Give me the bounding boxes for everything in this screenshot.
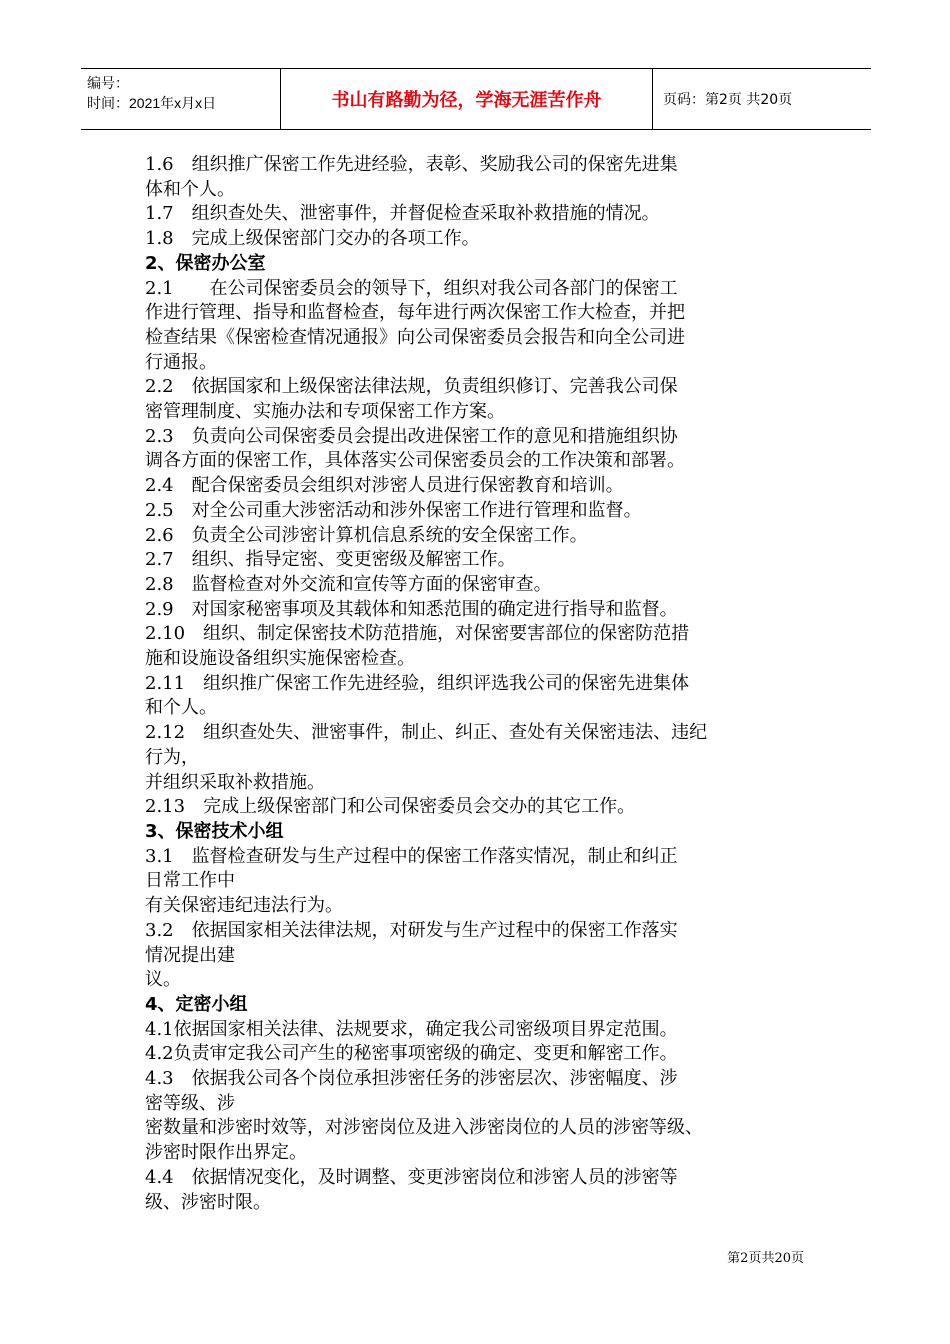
body-line: 1.7 组织查处失、泄密事件，并督促检查采取补救措施的情况。 <box>145 203 660 225</box>
body-line: 4.1依据国家相关法律、法规要求，确定我公司密级项目界定范围。 <box>145 1018 678 1040</box>
body-line: 2.2 依据国家和上级保密法律法规，负责组织修订、完善我公司保 <box>145 376 678 398</box>
body-line: 和个人。 <box>145 697 217 719</box>
body-line: 日常工作中 <box>145 870 235 892</box>
body-line: 4.3 依据我公司各个岗位承担涉密任务的涉密层次、涉密幅度、涉 <box>145 1068 678 1090</box>
document-body <box>145 153 815 1215</box>
document-header <box>81 68 871 130</box>
body-line: 2.7 组织、指导定密、变更密级及解密工作。 <box>145 549 516 571</box>
body-line: 2.4 配合保密委员会组织对涉密人员进行保密教育和培训。 <box>145 475 624 497</box>
body-line: 4.4 依据情况变化，及时调整、变更涉密岗位和涉密人员的涉密等 <box>145 1166 678 1188</box>
body-line: 密管理制度、实施办法和专项保密工作方案。 <box>145 401 505 423</box>
document-number-label: 编号： <box>87 75 129 91</box>
body-line: 1.8 完成上级保密部门交办的各项工作。 <box>145 228 480 250</box>
section-heading: 3、保密技术小组 <box>145 820 284 842</box>
body-line: 密数量和涉密时效等，对涉密岗位及进入涉密岗位的人员的涉密等级、 <box>145 1117 703 1139</box>
body-line: 情况提出建 <box>145 944 235 966</box>
body-line: 2.3 负责向公司保密委员会提出改进保密工作的意见和措施组织协 <box>145 425 678 447</box>
body-line: 密等级、涉 <box>145 1092 235 1114</box>
body-line: 级、涉密时限。 <box>145 1191 271 1213</box>
body-line: 2.9 对国家秘密事项及其载体和知悉范围的确定进行指导和监督。 <box>145 598 678 620</box>
body-line: 2.10 组织、制定保密技术防范措施，对保密要害部位的保密防范措 <box>145 623 690 645</box>
body-line: 2.12 组织查处失、泄密事件，制止、纠正、查处有关保密违法、违纪 <box>145 722 708 744</box>
body-line: 作进行管理、指导和监督检查，每年进行两次保密工作大检查，并把 <box>145 302 685 324</box>
body-line: 2.5 对全公司重大涉密活动和涉外保密工作进行管理和监督。 <box>145 499 642 521</box>
body-line: 行通报。 <box>145 351 217 373</box>
body-line: 涉密时限作出界定。 <box>145 1142 307 1164</box>
header-page-info: 页码：第2页 共20页 <box>663 92 793 108</box>
body-line: 4.2负责审定我公司产生的秘密事项密级的确定、变更和解密工作。 <box>145 1043 678 1065</box>
document-time-label: 时间：2021年x月x日 <box>87 95 217 111</box>
body-line: 2.11 组织推广保密工作先进经验，组织评选我公司的保密先进集体 <box>145 672 690 694</box>
page-footer: 第2页共20页 <box>727 1251 804 1266</box>
header-motto: 书山有路勤为径，学海无涯苦作舟 <box>281 69 653 129</box>
body-line: 有关保密违纪违法行为。 <box>145 895 343 917</box>
body-line: 施和设施设备组织实施保密检查。 <box>145 648 415 670</box>
body-line: 议。 <box>145 969 181 991</box>
body-line: 2.6 负责全公司涉密计算机信息系统的安全保密工作。 <box>145 524 588 546</box>
body-line: 体和个人。 <box>145 178 235 200</box>
body-line: 行为， <box>145 746 199 768</box>
body-line: 检查结果《保密检查情况通报》向公司保密委员会报告和向全公司进 <box>145 326 685 348</box>
body-line: 3.2 依据国家相关法律法规，对研发与生产过程中的保密工作落实 <box>145 919 678 941</box>
body-line: 3.1 监督检查研发与生产过程中的保密工作落实情况，制止和纠正 <box>145 845 678 867</box>
body-line: 并组织采取补救措施。 <box>145 771 325 793</box>
section-heading: 4、定密小组 <box>145 993 248 1015</box>
header-meta <box>81 69 281 129</box>
body-line: 1.6 组织推广保密工作先进经验，表彰、奖励我公司的保密先进集 <box>145 154 678 175</box>
section-heading: 2、保密办公室 <box>145 252 266 274</box>
body-line: 2.8 监督检查对外交流和宣传等方面的保密审查。 <box>145 573 552 595</box>
body-line: 调各方面的保密工作，具体落实公司保密委员会的工作决策和部署。 <box>145 450 685 472</box>
body-line: 2.13 完成上级保密部门和公司保密委员会交办的其它工作。 <box>145 796 636 818</box>
body-line: 2.1 在公司保密委员会的领导下，组织对我公司各部门的保密工 <box>145 277 678 299</box>
